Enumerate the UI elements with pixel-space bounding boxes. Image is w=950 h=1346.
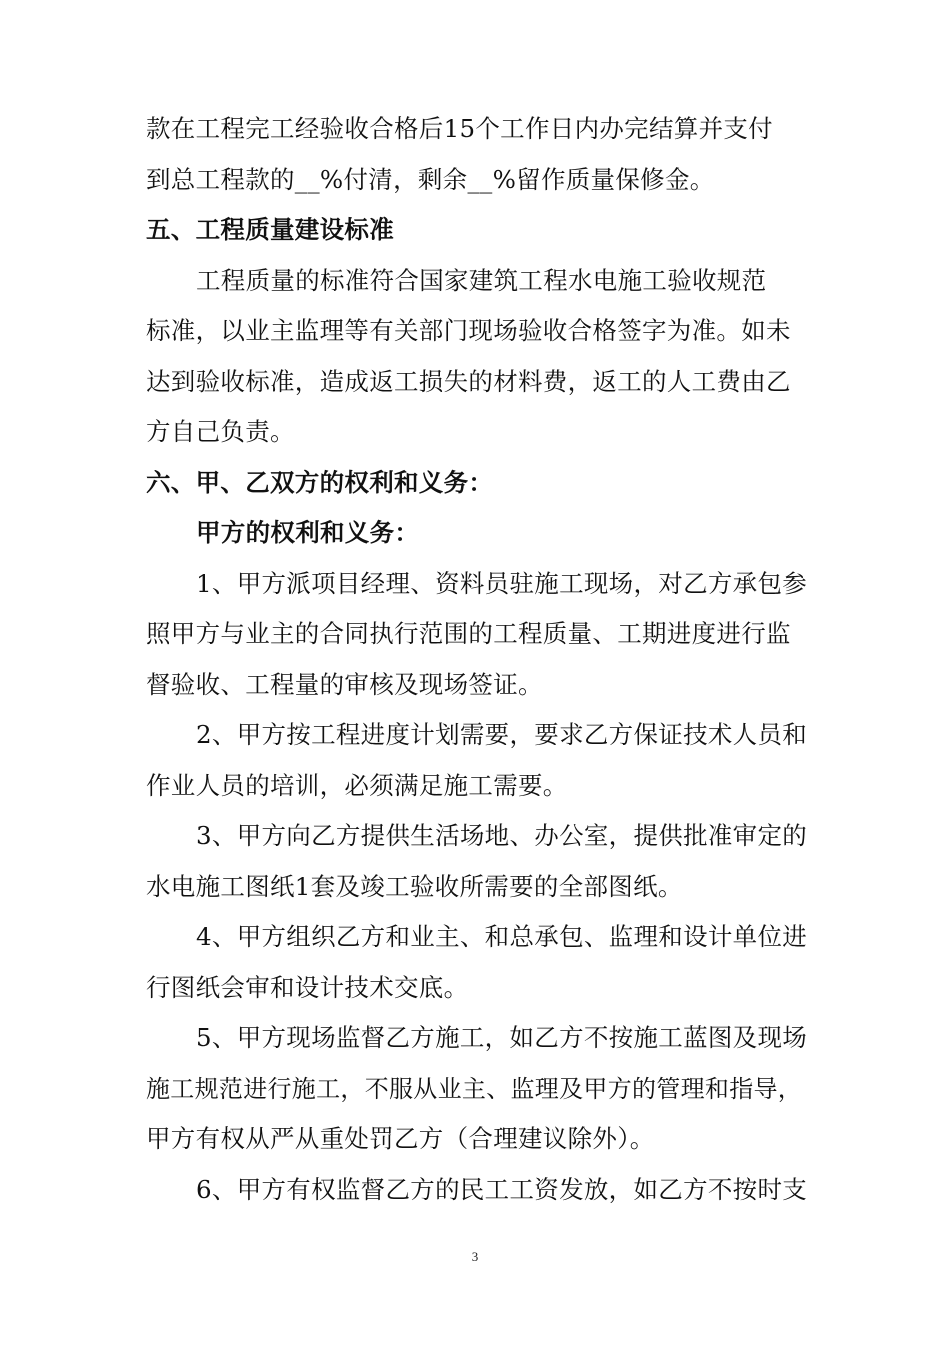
list-item-3: 3、甲方向乙方提供生活场地、办公室，提供批准审定的: [196, 821, 808, 850]
body-text-line: 作业人员的培训，必须满足施工需要。: [146, 771, 568, 800]
body-text-line: 款在工程完工经验收合格后15个工作日内办完结算并支付: [146, 114, 773, 143]
list-item-1: 1、甲方派项目经理、资料员驻施工现场，对乙方承包参: [196, 569, 808, 598]
body-text-line: 方自己负责。: [146, 417, 295, 446]
body-text-line: 督验收、工程量的审核及现场签证。: [146, 670, 543, 699]
body-text-line: 水电施工图纸1套及竣工验收所需要的全部图纸。: [146, 872, 683, 901]
list-item-6: 6、甲方有权监督乙方的民工工资发放，如乙方不按时支: [196, 1175, 808, 1204]
body-text-line: 施工规范进行施工，不服从业主、监理及甲方的管理和指导，: [146, 1075, 803, 1103]
body-text-line: 照甲方与业主的合同执行范围的工程质量、工期进度进行监: [146, 619, 791, 648]
list-item-5: 5、甲方现场监督乙方施工，如乙方不按施工蓝图及现场: [196, 1023, 808, 1052]
list-item-2: 2、甲方按工程进度计划需要，要求乙方保证技术人员和: [196, 720, 808, 749]
page-number: 3: [471, 1249, 479, 1264]
body-text-line: 甲方有权从严从重处罚乙方（合理建议除外）。: [146, 1124, 655, 1153]
body-text-line: 到总工程款的__%付清，剩余__%留作质量保修金。: [146, 165, 715, 194]
body-text-line: 行图纸会审和设计技术交底。: [146, 973, 469, 1002]
section-heading-six: 六、甲、乙双方的权利和义务：: [146, 468, 494, 497]
body-text-line: 达到验收标准，造成返工损失的材料费，返工的人工费由乙: [146, 367, 791, 396]
subsection-heading-party-a: 甲方的权利和义务：: [196, 518, 420, 547]
list-item-4: 4、甲方组织乙方和业主、和总承包、监理和设计单位进: [196, 922, 808, 951]
body-text-line: 标准，以业主监理等有关部门现场验收合格签字为准。如未: [146, 316, 791, 345]
section-heading-five: 五、工程质量建设标准: [146, 215, 394, 244]
body-text-line: 工程质量的标准符合国家建筑工程水电施工验收规范: [196, 266, 767, 295]
